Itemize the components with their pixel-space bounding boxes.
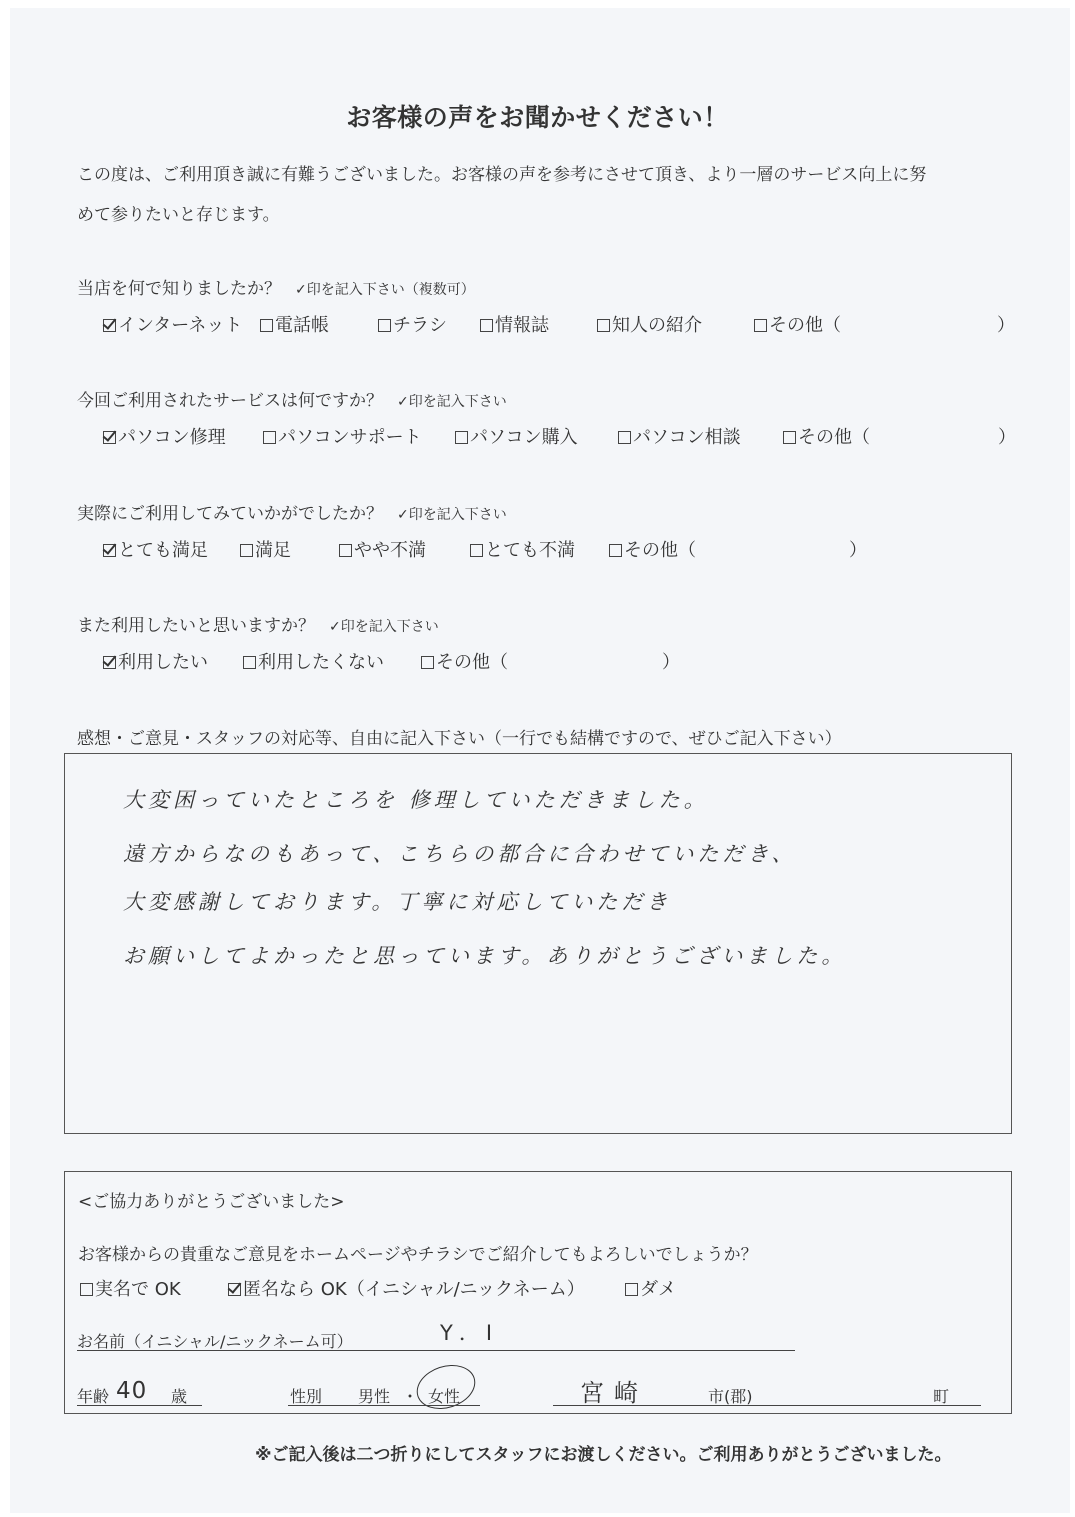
close-paren: ） <box>849 540 867 561</box>
checkbox-checked-icon[interactable] <box>228 1283 241 1296</box>
option-very-dissatisfied[interactable]: とても不満 <box>470 536 609 562</box>
question-1-label: 当店を何で知りましたか？ <box>77 279 281 299</box>
age-label: 年齢 <box>77 1387 110 1406</box>
option-anonymous-ok[interactable]: 匿名なら OK（イニシャル/ニックネーム） <box>228 1275 625 1301</box>
question-2-label: 今回ご利用されたサービスは何ですか？ <box>77 391 383 411</box>
option-pc-consult[interactable]: パソコン相談 <box>618 423 783 449</box>
question-1 <box>77 274 475 299</box>
question-3-options <box>103 536 867 562</box>
option-other[interactable]: その他（ <box>754 311 997 337</box>
checkbox-icon[interactable] <box>339 544 352 557</box>
gender-underline <box>288 1405 480 1406</box>
checkbox-icon[interactable] <box>421 656 434 669</box>
checkbox-icon[interactable] <box>378 319 391 332</box>
gender-label: 性別 <box>290 1387 323 1406</box>
option-pc-repair[interactable]: パソコン修理 <box>103 423 263 449</box>
footer-note: ※ご記入後は二つ折りにしてスタッフにお渡しください。ご利用ありがとうございました。 <box>255 1445 952 1465</box>
question-2-options <box>103 423 1016 449</box>
gender-female[interactable]: 女性 <box>428 1387 461 1406</box>
option-internet[interactable]: インターネット <box>103 311 260 337</box>
town-label: 町 <box>933 1387 950 1406</box>
question-2 <box>77 386 507 411</box>
checkbox-icon[interactable] <box>240 544 253 557</box>
option-other[interactable]: その他（ <box>421 648 662 674</box>
intro-line-1: この度は、ご利用頂き誠に有難うございました。お客様の声を参考にさせて頂き、より一層のサービス向上に努 <box>77 165 927 185</box>
age-underline <box>77 1405 202 1406</box>
question-3-hint: ✓印を記入下さい <box>397 507 507 523</box>
gender-separator: ・ <box>402 1387 419 1406</box>
checkbox-checked-icon[interactable] <box>103 544 116 557</box>
checkbox-icon[interactable] <box>625 1283 638 1296</box>
page-title: お客様の声をお聞かせください！ <box>346 103 729 132</box>
option-somewhat-dissatisfied[interactable]: やや不満 <box>339 536 470 562</box>
close-paren: ） <box>998 427 1016 448</box>
option-real-name-ok[interactable]: 実名で OK <box>80 1275 228 1301</box>
checkbox-icon[interactable] <box>470 544 483 557</box>
option-will-not-reuse[interactable]: 利用したくない <box>243 648 421 674</box>
comments-textarea[interactable] <box>64 753 1012 1134</box>
close-paren: ） <box>997 315 1015 336</box>
name-underline <box>77 1350 795 1351</box>
gender-male[interactable]: 男性 <box>358 1387 391 1406</box>
checkbox-icon[interactable] <box>754 319 767 332</box>
question-3-label: 実際にご利用してみていかがでしたか？ <box>77 504 383 524</box>
question-4-label: また利用したいと思いますか？ <box>77 616 315 636</box>
checkbox-icon[interactable] <box>783 431 796 444</box>
city-label: 市(郡) <box>708 1387 753 1406</box>
question-1-options <box>103 311 1015 337</box>
comment-line-3: 大変感謝しております。丁寧に対応していただき <box>123 890 672 914</box>
question-4 <box>77 611 439 636</box>
comment-line-4: お願いしてよかったと思っています。ありがとうございました。 <box>123 944 847 968</box>
option-will-reuse[interactable]: 利用したい <box>103 648 243 674</box>
consent-thanks: <ご協力ありがとうございました> <box>78 1192 345 1212</box>
checkbox-icon[interactable] <box>609 544 622 557</box>
close-paren: ） <box>662 652 680 673</box>
question-2-hint: ✓印を記入下さい <box>397 394 507 410</box>
option-no[interactable]: ダメ <box>625 1275 676 1301</box>
option-other[interactable]: その他（ <box>783 423 998 449</box>
checkbox-icon[interactable] <box>80 1283 93 1296</box>
name-label: お名前（イニシャル/ニックネーム可） <box>77 1332 353 1351</box>
checkbox-checked-icon[interactable] <box>103 431 116 444</box>
comment-line-2: 遠方からなのもあって、こちらの都合に合わせていただき、 <box>123 842 797 866</box>
comments-label: 感想・ご意見・スタッフの対応等、自由に記入下さい（一行でも結構ですので、ぜひご記入下さい） <box>77 729 842 749</box>
question-3 <box>77 499 507 524</box>
question-4-hint: ✓印を記入下さい <box>329 619 439 635</box>
checkbox-icon[interactable] <box>243 656 256 669</box>
consent-options <box>80 1275 676 1301</box>
age-value[interactable]: 40 <box>116 1378 148 1404</box>
checkbox-icon[interactable] <box>455 431 468 444</box>
option-very-satisfied[interactable]: とても満足 <box>103 536 240 562</box>
checkbox-checked-icon[interactable] <box>103 319 116 332</box>
option-phonebook[interactable]: 電話帳 <box>260 311 378 337</box>
question-4-options <box>103 648 680 674</box>
age-unit: 歳 <box>171 1387 188 1406</box>
city-value[interactable]: 宮崎 <box>580 1379 648 1407</box>
option-pc-purchase[interactable]: パソコン購入 <box>455 423 618 449</box>
option-pc-support[interactable]: パソコンサポート <box>263 423 455 449</box>
checkbox-icon[interactable] <box>480 319 493 332</box>
checkbox-icon[interactable] <box>260 319 273 332</box>
checkbox-icon[interactable] <box>597 319 610 332</box>
option-referral[interactable]: 知人の紹介 <box>597 311 754 337</box>
comment-line-1: 大変困っていたところを 修理していただきました。 <box>123 788 709 812</box>
checkbox-icon[interactable] <box>263 431 276 444</box>
intro-line-2: めて参りたいと存じます。 <box>77 205 280 225</box>
option-magazine[interactable]: 情報誌 <box>480 311 597 337</box>
option-other[interactable]: その他（ <box>609 536 849 562</box>
option-satisfied[interactable]: 満足 <box>240 536 339 562</box>
checkbox-icon[interactable] <box>618 431 631 444</box>
checkbox-checked-icon[interactable] <box>103 656 116 669</box>
option-flyer[interactable]: チラシ <box>378 311 480 337</box>
question-1-hint: ✓印を記入下さい（複数可） <box>295 282 475 298</box>
consent-question: お客様からの貴重なご意見をホームページやチラシでご紹介してもよろしいでしょうか？ <box>78 1245 758 1265</box>
address-underline <box>553 1405 981 1406</box>
name-value[interactable]: Y．I <box>440 1321 499 1345</box>
